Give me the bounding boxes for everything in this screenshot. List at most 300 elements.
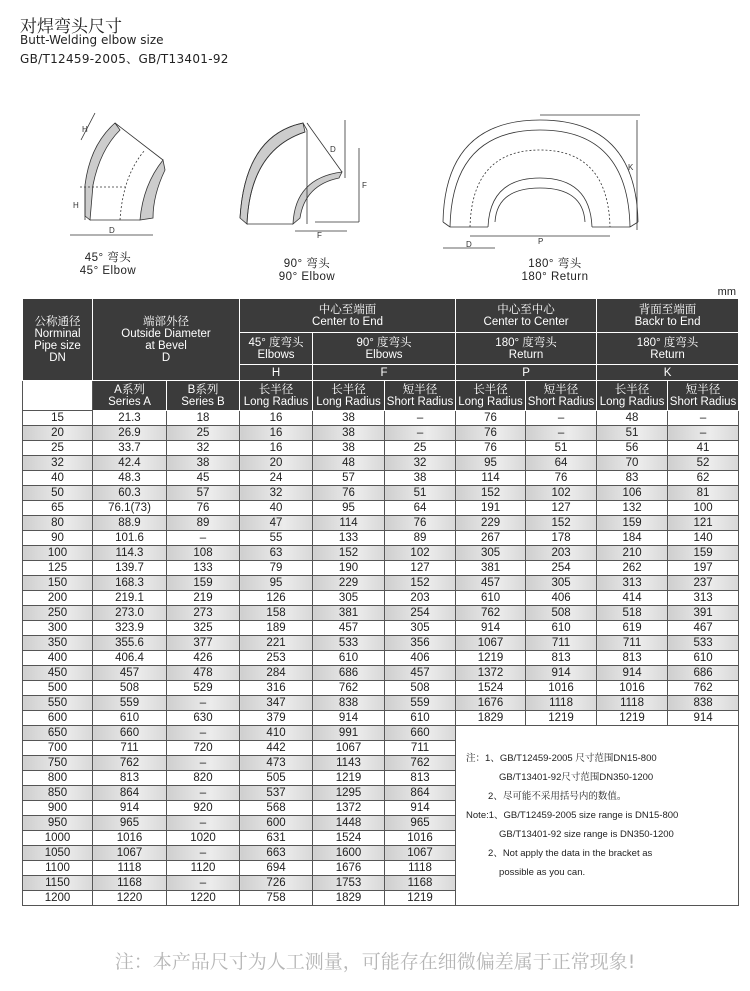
- table-row: [23, 621, 739, 636]
- table-cell: 127: [385, 561, 456, 576]
- table-cell: 550: [23, 696, 93, 711]
- table-cell: –: [167, 531, 240, 546]
- table-cell: 1676: [456, 696, 526, 711]
- table-cell: 800: [23, 771, 93, 786]
- table-cell: 1219: [597, 711, 668, 726]
- table-cell: 32: [23, 456, 93, 471]
- table-cell: 914: [313, 711, 385, 726]
- table-cell: 106: [597, 486, 668, 501]
- table-cell: 762: [385, 756, 456, 771]
- table-row: [23, 516, 739, 531]
- table-cell: 630: [167, 711, 240, 726]
- header-series-b: B系列 Series B: [167, 381, 240, 411]
- table-cell: 20: [240, 456, 313, 471]
- table-cell: 1372: [313, 801, 385, 816]
- table-cell: 32: [385, 456, 456, 471]
- header-p: P: [456, 365, 597, 381]
- caption-180: [515, 258, 595, 284]
- table-cell: 610: [526, 621, 597, 636]
- header-back-to-end: 背面至端面 Backr to End: [597, 299, 739, 333]
- table-cell: 762: [93, 756, 167, 771]
- table-cell: 51: [597, 426, 668, 441]
- table-cell: 229: [456, 516, 526, 531]
- table-cell: 203: [385, 591, 456, 606]
- header-45-elbows: 45° 度弯头 Elbows: [240, 333, 313, 365]
- table-cell: 920: [167, 801, 240, 816]
- table-cell: 457: [456, 576, 526, 591]
- table-cell: 1067: [385, 846, 456, 861]
- table-cell: 323.9: [93, 621, 167, 636]
- table-cell: 720: [167, 741, 240, 756]
- table-cell: 101.6: [93, 531, 167, 546]
- table-row: [23, 681, 739, 696]
- table-cell: 694: [240, 861, 313, 876]
- table-cell: 140: [668, 531, 739, 546]
- return-180-diagram: [440, 90, 640, 250]
- table-cell: 813: [597, 651, 668, 666]
- table-row: [23, 426, 739, 441]
- table-cell: 663: [240, 846, 313, 861]
- table-row: [23, 711, 739, 726]
- table-cell: 100: [23, 546, 93, 561]
- table-cell: 203: [526, 546, 597, 561]
- unit-label: mm: [717, 286, 736, 298]
- note-line: 2、尽可能不采用括号内的数值。: [488, 791, 627, 802]
- table-cell: 850: [23, 786, 93, 801]
- table-cell: 711: [526, 636, 597, 651]
- table-cell: 820: [167, 771, 240, 786]
- table-cell: 864: [93, 786, 167, 801]
- page-title: 对焊弯头尺寸: [20, 17, 122, 37]
- table-cell: 1168: [385, 876, 456, 891]
- table-cell: 16: [240, 411, 313, 426]
- table-cell: 508: [526, 606, 597, 621]
- table-cell: 991: [313, 726, 385, 741]
- table-cell: 711: [597, 636, 668, 651]
- table-cell: 32: [240, 486, 313, 501]
- table-cell: 914: [93, 801, 167, 816]
- table-cell: 631: [240, 831, 313, 846]
- table-row: [23, 576, 739, 591]
- table-cell: 81: [668, 486, 739, 501]
- table-cell: 457: [313, 621, 385, 636]
- table-cell: 18: [167, 411, 240, 426]
- table-cell: 55: [240, 531, 313, 546]
- table-cell: 95: [456, 456, 526, 471]
- table-cell: –: [526, 411, 597, 426]
- table-cell: 559: [93, 696, 167, 711]
- table-cell: 305: [385, 621, 456, 636]
- table-cell: 660: [93, 726, 167, 741]
- footer-disclaimer: 注：本产品尺寸为人工测量，可能存在细微偏差属于正常现象!: [114, 951, 636, 973]
- table-cell: 1118: [93, 861, 167, 876]
- table-cell: 313: [668, 591, 739, 606]
- table-cell: 178: [526, 531, 597, 546]
- table-cell: 619: [597, 621, 668, 636]
- header-k-long: 长半径 Long Radius: [597, 381, 668, 411]
- table-cell: 1100: [23, 861, 93, 876]
- table-cell: 1524: [456, 681, 526, 696]
- note-line: 注：1、GB/T12459-2005 尺寸范围DN15-800: [466, 753, 657, 764]
- dim-label-h2: H: [82, 125, 88, 134]
- table-cell: 48: [597, 411, 668, 426]
- table-cell: –: [385, 426, 456, 441]
- table-cell: 305: [526, 576, 597, 591]
- table-cell: 95: [313, 501, 385, 516]
- table-cell: 610: [313, 651, 385, 666]
- table-cell: 21.3: [93, 411, 167, 426]
- dim-label-d: D: [466, 240, 472, 249]
- table-cell: 159: [597, 516, 668, 531]
- table-cell: 133: [313, 531, 385, 546]
- table-cell: 379: [240, 711, 313, 726]
- header-k: K: [597, 365, 739, 381]
- header-center-to-center: 中心至中心 Center to Center: [456, 299, 597, 333]
- table-cell: 40: [23, 471, 93, 486]
- dim-label-f: F: [362, 181, 367, 190]
- table-cell: 406.4: [93, 651, 167, 666]
- table-cell: 25: [167, 426, 240, 441]
- table-cell: 33.7: [93, 441, 167, 456]
- table-cell: 1067: [313, 741, 385, 756]
- table-cell: 1067: [456, 636, 526, 651]
- table-cell: 219: [167, 591, 240, 606]
- table-cell: 300: [23, 621, 93, 636]
- table-cell: 76: [526, 471, 597, 486]
- table-cell: 750: [23, 756, 93, 771]
- table-cell: 508: [385, 681, 456, 696]
- table-cell: 79: [240, 561, 313, 576]
- table-cell: 1168: [93, 876, 167, 891]
- table-cell: 1000: [23, 831, 93, 846]
- table-cell: –: [167, 696, 240, 711]
- table-cell: 89: [385, 531, 456, 546]
- table-row: [23, 546, 739, 561]
- table-cell: 900: [23, 801, 93, 816]
- table-cell: –: [167, 816, 240, 831]
- table-row: [23, 441, 739, 456]
- table-cell: 273.0: [93, 606, 167, 621]
- table-cell: 1372: [456, 666, 526, 681]
- table-cell: 1143: [313, 756, 385, 771]
- table-cell: 51: [385, 486, 456, 501]
- table-cell: 1829: [313, 891, 385, 906]
- table-cell: –: [526, 426, 597, 441]
- table-cell: 168.3: [93, 576, 167, 591]
- table-cell: 189: [240, 621, 313, 636]
- table-cell: 76: [167, 501, 240, 516]
- table-cell: 1219: [456, 651, 526, 666]
- table-cell: 1676: [313, 861, 385, 876]
- table-cell: 914: [526, 666, 597, 681]
- table-cell: 965: [93, 816, 167, 831]
- caption-en: 180° Return: [521, 271, 589, 283]
- table-cell: 568: [240, 801, 313, 816]
- standards: GB/T12459-2005、GB/T13401-92: [20, 52, 229, 66]
- table-cell: 32: [167, 441, 240, 456]
- table-cell: 1600: [313, 846, 385, 861]
- dim-label-d: D: [330, 145, 336, 154]
- table-cell: 200: [23, 591, 93, 606]
- table-cell: 52: [668, 456, 739, 471]
- dim-label-d: D: [109, 226, 115, 235]
- table-cell: 1219: [385, 891, 456, 906]
- table-row: [23, 471, 739, 486]
- table-cell: 38: [313, 426, 385, 441]
- table-cell: 76: [456, 441, 526, 456]
- caption-en: 45° Elbow: [79, 265, 137, 277]
- table-row: [23, 456, 739, 471]
- table-cell: 1016: [385, 831, 456, 846]
- table-cell: –: [167, 786, 240, 801]
- note-line: possible as you can.: [499, 867, 586, 878]
- table-cell: 450: [23, 666, 93, 681]
- dim-label-h: H: [73, 201, 79, 210]
- table-cell: 914: [668, 711, 739, 726]
- table-cell: 414: [597, 591, 668, 606]
- table-cell: 533: [668, 636, 739, 651]
- header-f-short: 短半径 Short Radius: [385, 381, 456, 411]
- table-cell: –: [385, 411, 456, 426]
- table-cell: 48.3: [93, 471, 167, 486]
- table-cell: 60.3: [93, 486, 167, 501]
- caption-cn: 90° 弯头: [283, 258, 331, 270]
- table-cell: 813: [385, 771, 456, 786]
- table-row: [23, 531, 739, 546]
- table-cell: 914: [385, 801, 456, 816]
- table-cell: 1120: [167, 861, 240, 876]
- table-row: [23, 726, 739, 741]
- elbow-45-diagram: [65, 90, 175, 240]
- table-cell: 505: [240, 771, 313, 786]
- table-cell: 102: [526, 486, 597, 501]
- table-cell: 1020: [167, 831, 240, 846]
- table-cell: 1118: [597, 696, 668, 711]
- table-cell: 838: [313, 696, 385, 711]
- table-cell: 473: [240, 756, 313, 771]
- table-cell: 377: [167, 636, 240, 651]
- table-cell: 600: [240, 816, 313, 831]
- table-cell: 1220: [93, 891, 167, 906]
- dim-label-p: P: [538, 237, 544, 246]
- table-cell: 76: [313, 486, 385, 501]
- table-cell: 965: [385, 816, 456, 831]
- table-cell: –: [167, 846, 240, 861]
- table-cell: 159: [167, 576, 240, 591]
- table-cell: 381: [313, 606, 385, 621]
- table-cell: 350: [23, 636, 93, 651]
- table-cell: 197: [668, 561, 739, 576]
- table-cell: 62: [668, 471, 739, 486]
- table-cell: 102: [385, 546, 456, 561]
- table-row: [23, 486, 739, 501]
- table-cell: 950: [23, 816, 93, 831]
- table-cell: 76: [385, 516, 456, 531]
- table-cell: –: [167, 876, 240, 891]
- table-cell: 813: [93, 771, 167, 786]
- table-cell: 313: [597, 576, 668, 591]
- table-row: [23, 561, 739, 576]
- table-cell: 90: [23, 531, 93, 546]
- header-center-to-end: 中心至端面 Center to End: [240, 299, 456, 333]
- table-cell: 686: [313, 666, 385, 681]
- table-cell: 114: [456, 471, 526, 486]
- table-cell: 1220: [167, 891, 240, 906]
- table-cell: 57: [313, 471, 385, 486]
- header-90-elbows: 90° 度弯头 Elbows: [313, 333, 456, 365]
- table-cell: 838: [668, 696, 739, 711]
- table-cell: 1753: [313, 876, 385, 891]
- table-cell: 25: [385, 441, 456, 456]
- table-row: [23, 696, 739, 711]
- table-cell: 726: [240, 876, 313, 891]
- table-cell: 500: [23, 681, 93, 696]
- note-line: 2、Not apply the data in the bracket as: [488, 848, 653, 859]
- table-cell: 305: [456, 546, 526, 561]
- table-row: [23, 501, 739, 516]
- table-cell: 42.4: [93, 456, 167, 471]
- table-cell: 152: [313, 546, 385, 561]
- table-cell: 356: [385, 636, 456, 651]
- table-cell: 610: [93, 711, 167, 726]
- table-cell: 16: [240, 441, 313, 456]
- table-cell: 914: [456, 621, 526, 636]
- note-line: GB/T13401-92尺寸范围DN350-1200: [499, 772, 654, 783]
- table-cell: 1295: [313, 786, 385, 801]
- table-cell: 406: [385, 651, 456, 666]
- table-cell: 262: [597, 561, 668, 576]
- table-cell: 529: [167, 681, 240, 696]
- table-row: [23, 591, 739, 606]
- table-cell: 219.1: [93, 591, 167, 606]
- table-cell: 914: [597, 666, 668, 681]
- table-cell: 159: [668, 546, 739, 561]
- elbow-90-diagram: [235, 90, 375, 240]
- table-cell: 152: [526, 516, 597, 531]
- table-cell: 381: [456, 561, 526, 576]
- table-cell: 253: [240, 651, 313, 666]
- table-cell: 88.9: [93, 516, 167, 531]
- table-cell: 57: [167, 486, 240, 501]
- table-cell: 95: [240, 576, 313, 591]
- header-p-short: 短半径 Short Radius: [526, 381, 597, 411]
- table-cell: 1016: [597, 681, 668, 696]
- table-cell: 355.6: [93, 636, 167, 651]
- table-cell: 48: [313, 456, 385, 471]
- dim-label-k: K: [628, 163, 634, 172]
- table-cell: 518: [597, 606, 668, 621]
- header-k-short: 短半径 Short Radius: [668, 381, 739, 411]
- note-line: Note:1、GB/T12459-2005 size range is DN15-800: [466, 810, 679, 821]
- header-h: H: [240, 365, 313, 381]
- header-series-a: A系列 Series A: [93, 381, 167, 411]
- page-subtitle: Butt-Welding elbow size: [20, 33, 164, 47]
- table-cell: 38: [313, 441, 385, 456]
- table-cell: 273: [167, 606, 240, 621]
- table-cell: 537: [240, 786, 313, 801]
- caption-90: [272, 258, 342, 284]
- table-cell: 76: [456, 411, 526, 426]
- header-p-long: 长半径 Long Radius: [456, 381, 526, 411]
- table-cell: 700: [23, 741, 93, 756]
- header-dn: 公称通径 Norminal Pipe size DN: [23, 299, 93, 381]
- caption-45: [78, 252, 138, 278]
- table-cell: –: [167, 726, 240, 741]
- table-cell: 121: [668, 516, 739, 531]
- table-cell: 41: [668, 441, 739, 456]
- caption-cn: 45° 弯头: [84, 252, 132, 264]
- table-cell: 391: [668, 606, 739, 621]
- table-cell: 762: [668, 681, 739, 696]
- table-cell: 100: [668, 501, 739, 516]
- table-cell: 1200: [23, 891, 93, 906]
- table-cell: 125: [23, 561, 93, 576]
- table-cell: 758: [240, 891, 313, 906]
- table-cell: –: [668, 411, 739, 426]
- table-cell: 65: [23, 501, 93, 516]
- table-cell: 610: [668, 651, 739, 666]
- table-cell: 20: [23, 426, 93, 441]
- table-cell: 508: [93, 681, 167, 696]
- table-cell: 813: [526, 651, 597, 666]
- table-cell: 45: [167, 471, 240, 486]
- table-cell: 711: [385, 741, 456, 756]
- table-cell: 254: [526, 561, 597, 576]
- header-dn-blank: [23, 381, 93, 411]
- table-row: [23, 666, 739, 681]
- table-cell: 70: [597, 456, 668, 471]
- table-cell: 210: [597, 546, 668, 561]
- header-od: 端部外径 Outside Diameter at Bevel D: [93, 299, 240, 381]
- table-cell: 80: [23, 516, 93, 531]
- table-cell: 158: [240, 606, 313, 621]
- table-cell: 1829: [456, 711, 526, 726]
- table-cell: 1219: [526, 711, 597, 726]
- table-cell: 457: [93, 666, 167, 681]
- table-cell: 50: [23, 486, 93, 501]
- table-cell: 40: [240, 501, 313, 516]
- table-cell: 1150: [23, 876, 93, 891]
- table-cell: 47: [240, 516, 313, 531]
- table-cell: 559: [385, 696, 456, 711]
- table-cell: 15: [23, 411, 93, 426]
- table-cell: 114: [313, 516, 385, 531]
- table-cell: 108: [167, 546, 240, 561]
- table-cell: 38: [313, 411, 385, 426]
- table-cell: 152: [385, 576, 456, 591]
- header-180-return-k: 180° 度弯头 Return: [597, 333, 739, 365]
- table-cell: 76.1(73): [93, 501, 167, 516]
- table-cell: 1118: [526, 696, 597, 711]
- table-cell: 406: [526, 591, 597, 606]
- header-180-return-p: 180° 度弯头 Return: [456, 333, 597, 365]
- table-cell: 426: [167, 651, 240, 666]
- table-cell: 686: [668, 666, 739, 681]
- table-cell: 56: [597, 441, 668, 456]
- table-cell: –: [668, 426, 739, 441]
- table-cell: 139.7: [93, 561, 167, 576]
- table-cell: 1016: [526, 681, 597, 696]
- table-cell: 1016: [93, 831, 167, 846]
- notes-box: [456, 726, 739, 906]
- table-cell: 467: [668, 621, 739, 636]
- table-cell: 126: [240, 591, 313, 606]
- table-cell: 25: [23, 441, 93, 456]
- table-cell: 711: [93, 741, 167, 756]
- table-cell: 533: [313, 636, 385, 651]
- table-cell: 762: [313, 681, 385, 696]
- table-cell: 305: [313, 591, 385, 606]
